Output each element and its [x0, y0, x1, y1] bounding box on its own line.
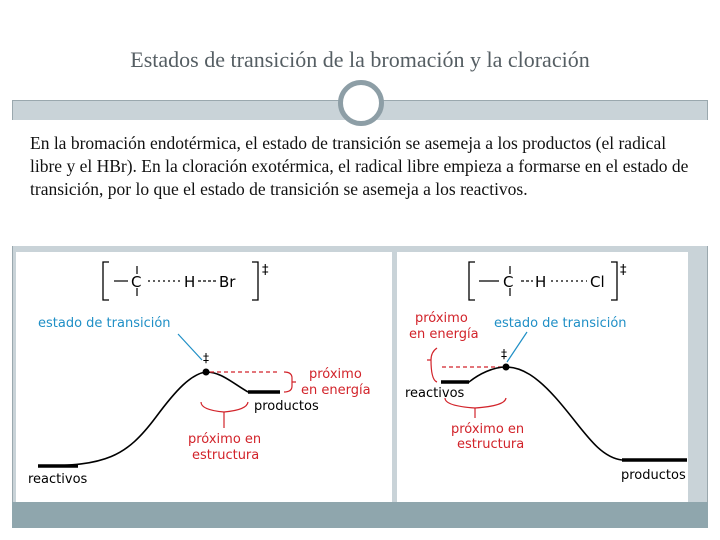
chlorination-ts-h: H [535, 273, 547, 291]
ring-ornament-icon [338, 80, 384, 126]
chlorination-diagram [397, 252, 688, 502]
bromination-reactants-label: reactivos [28, 472, 88, 487]
chlorination-near-structure-line2: estructura [457, 437, 525, 452]
chlorination-ts-label: estado de transición [494, 316, 627, 331]
chlorination-ts-formula [469, 262, 627, 300]
bromination-ts-formula [103, 262, 269, 300]
footer-bar [12, 502, 708, 528]
chlorination-ts-dagger-small: ‡ [501, 347, 507, 361]
chlorination-near-structure-line1: próximo en [451, 422, 525, 437]
bromination-near-structure-line1: próximo en [188, 432, 262, 447]
chlorination-ts-c: C [503, 273, 514, 291]
bromination-near-energy-line1: próximo [309, 367, 362, 382]
slide-title: Estados de transición de la bromación y la cloración [130, 47, 590, 72]
bromination-ts-c: C [131, 273, 142, 291]
bromination-ts-x: Br [219, 273, 236, 291]
bromination-products-label: productos [254, 399, 319, 414]
bromination-ts-h: H [184, 273, 196, 291]
chlorination-ts-dagger: ‡ [620, 263, 627, 278]
chlorination-ts-point [503, 364, 510, 371]
bromination-near-energy-line2: en energía [301, 383, 371, 398]
bromination-ts-point [203, 369, 210, 376]
bromination-ts-label: estado de transición [38, 316, 171, 331]
chlorination-near-energy-line2: en energía [409, 327, 479, 342]
bromination-ts-dagger-small: ‡ [203, 351, 209, 365]
chlorination-products-label: productos [621, 468, 686, 483]
bromination-near-structure-line2: estructura [192, 448, 260, 463]
slide-paragraph: En la bromación endotérmica, el estado de transición se asemeja a los productos (el radical libre y el HBr). En la cloración exotérmica, el radical libre empieza a formarse en el estado de transición, por lo que el estado de transición se asemeja a los reactivos. [30, 133, 689, 199]
bromination-diagram [16, 252, 392, 502]
bromination-ts-dagger: ‡ [262, 263, 269, 278]
chlorination-ts-x: Cl [590, 273, 605, 291]
chlorination-reactants-label: reactivos [405, 386, 465, 401]
bromination-diagram-svg [16, 252, 392, 502]
chlorination-diagram-svg [397, 252, 688, 502]
chlorination-near-energy-line1: próximo [415, 311, 468, 326]
